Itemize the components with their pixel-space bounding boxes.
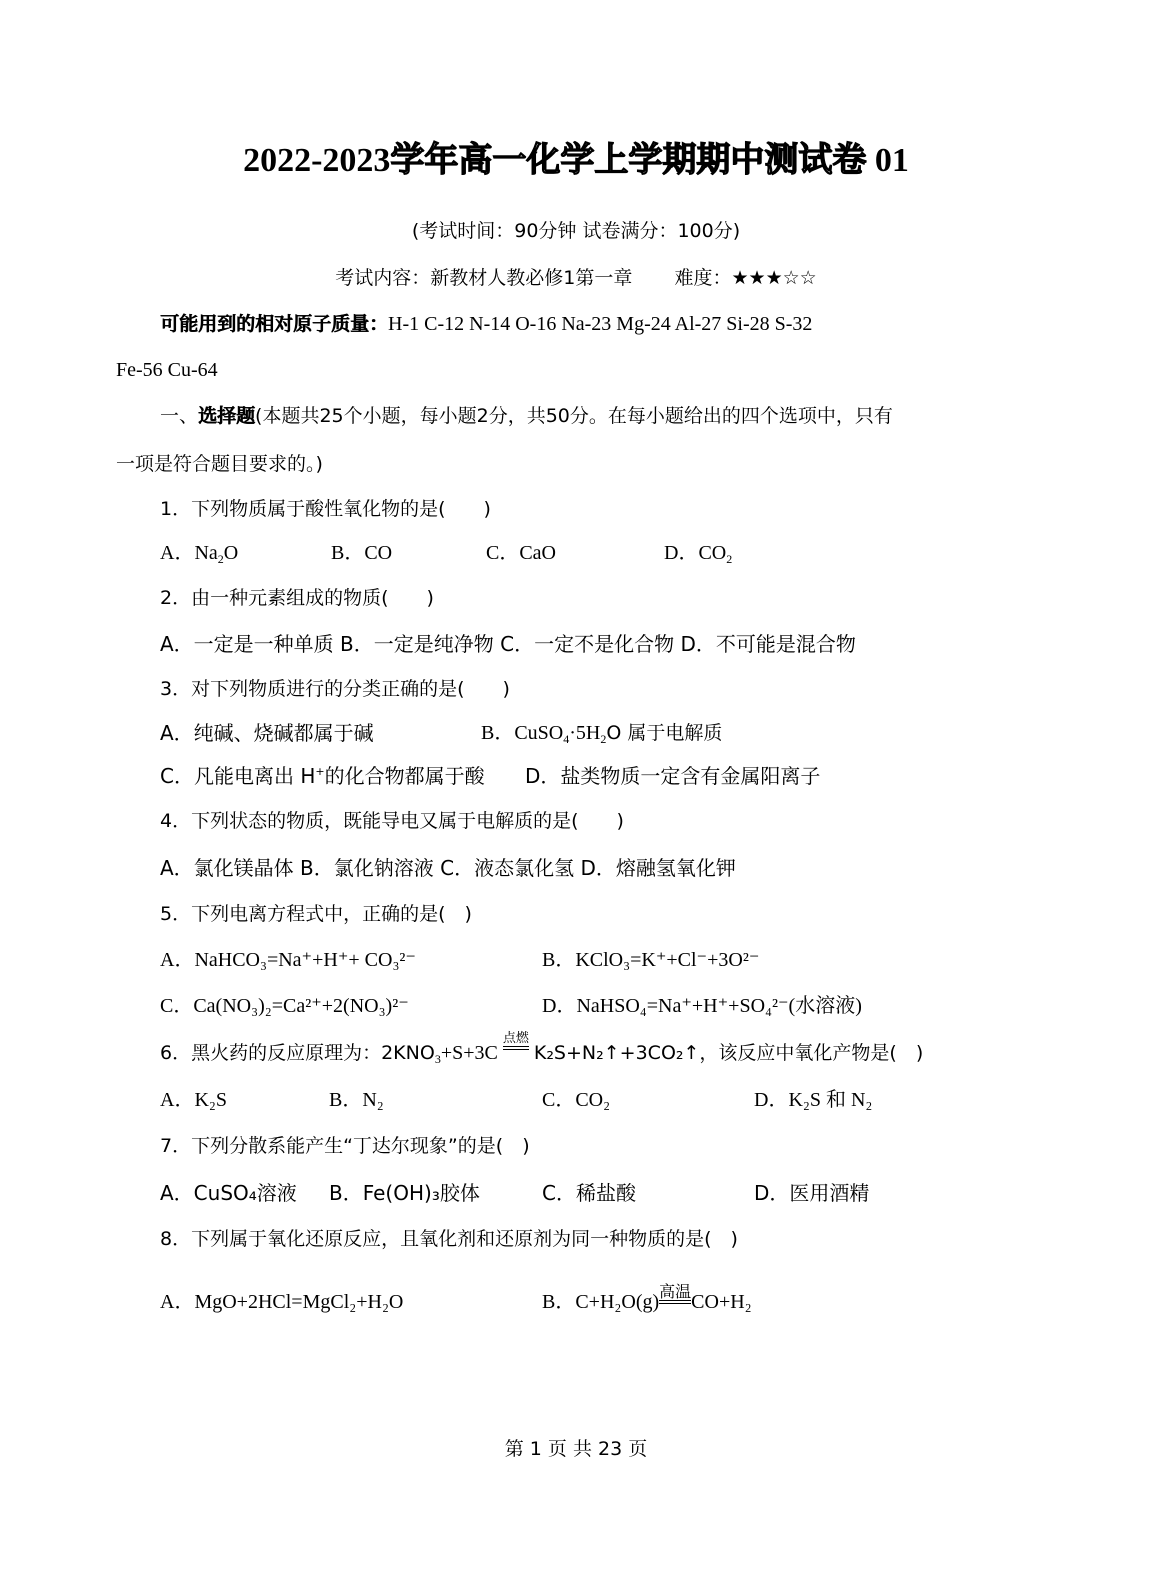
section-number: 一、 bbox=[160, 405, 199, 427]
page-title bbox=[0, 140, 1152, 181]
question-6-option-c[interactable]: C．CO₂ bbox=[542, 1089, 611, 1111]
question-7-option-b[interactable]: B．Fe(OH)₃胶体 bbox=[329, 1181, 480, 1205]
question-2-stem: 2．由一种元素组成的物质( ) bbox=[160, 587, 434, 609]
difficulty-stars-empty-icon: ☆☆ bbox=[782, 267, 817, 289]
option-text: B．C+H₂O(g) bbox=[542, 1291, 660, 1313]
question-3-option-d[interactable]: D．盐类物质一定含有金属阳离子 bbox=[525, 764, 821, 788]
stem-text: K₂S+N₂↑+3CO₂↑，该反应中氧化产物是( ) bbox=[533, 1042, 924, 1064]
question-1-option-d[interactable] bbox=[664, 540, 732, 566]
stem-text: +S+3C bbox=[440, 1042, 498, 1064]
question-5-option-a[interactable]: A．NaHCO₃=Na⁺+H⁺+ CO₃²⁻ bbox=[160, 949, 416, 971]
subscript: 4 bbox=[563, 732, 570, 746]
option-text: B．CuSO bbox=[481, 722, 564, 744]
subscript: 2 bbox=[217, 552, 224, 566]
title-year: 2022-2023 bbox=[243, 142, 391, 179]
exam-content-label: 考试内容：新教材人教必修1第一章 bbox=[335, 267, 633, 289]
atomic-mass-line-2: Fe-56 Cu-64 bbox=[116, 359, 218, 381]
question-7-option-d[interactable]: D．医用酒精 bbox=[754, 1181, 870, 1205]
title-number: 01 bbox=[874, 142, 909, 179]
option-text: CO+H₂ bbox=[691, 1291, 752, 1313]
question-1-option-b[interactable]: B．CO bbox=[331, 542, 393, 564]
option-text: A．Na bbox=[160, 542, 218, 564]
question-1-option-c[interactable]: C．CaO bbox=[486, 542, 556, 564]
question-6-option-d[interactable]: D．K₂S 和 N₂ bbox=[754, 1089, 873, 1111]
question-8-option-a[interactable]: A．MgO+2HCl=MgCl₂+H₂O bbox=[160, 1291, 404, 1313]
question-6-option-a[interactable]: A．K₂S bbox=[160, 1089, 227, 1111]
title-text: 学年高一化学上学期期中测试卷 bbox=[390, 140, 867, 180]
atomic-mass-label: 可能用到的相对原子质量： bbox=[160, 313, 389, 335]
question-7-option-a[interactable]: A．CuSO₄溶液 bbox=[160, 1181, 297, 1205]
exam-time-info: (考试时间：90分钟 试卷满分：100分) bbox=[411, 220, 741, 242]
question-6-stem bbox=[160, 1031, 924, 1066]
reaction-condition-high-temp bbox=[659, 1283, 691, 1304]
question-4-stem: 4．下列状态的物质，既能导电又属于电解质的是( ) bbox=[160, 810, 624, 832]
question-7-stem: 7．下列分散系能产生“丁达尔现象”的是( ) bbox=[160, 1135, 530, 1157]
reaction-condition-ignite bbox=[503, 1032, 529, 1050]
question-6-option-b[interactable]: B．N₂ bbox=[329, 1089, 384, 1111]
section-desc-2: 一项是符合题目要求的。) bbox=[116, 453, 323, 475]
question-3-option-b[interactable] bbox=[481, 720, 722, 746]
question-5-option-c[interactable]: C．Ca(NO₃)₂=Ca²⁺+2(NO₃)²⁻ bbox=[160, 995, 409, 1017]
section-name: 选择题 bbox=[198, 405, 256, 427]
question-1-option-a[interactable] bbox=[160, 540, 238, 566]
section-desc-1: (本题共25个小题，每小题2分，共50分。在每小题给出的四个选项中，只有 bbox=[255, 405, 893, 427]
subscript: 2 bbox=[600, 732, 607, 746]
section-header bbox=[160, 403, 893, 429]
atomic-mass-values: H-1 C-12 N-14 O-16 Na-23 Mg-24 Al-27 Si-28 S-32 bbox=[388, 313, 813, 335]
option-text: C．凡能电离出 H bbox=[160, 764, 316, 788]
question-2-options[interactable]: A．一定是一种单质 B．一定是纯净物 C．一定不是化合物 D．不可能是混合物 bbox=[160, 632, 856, 656]
condition-label: 点燃 bbox=[502, 1031, 529, 1046]
difficulty-label: 难度： bbox=[674, 267, 732, 289]
atomic-mass-line-1 bbox=[160, 311, 812, 337]
option-text: ·5H bbox=[569, 722, 601, 744]
option-text: O 属于电解质 bbox=[606, 722, 723, 744]
question-5-stem: 5．下列电离方程式中，正确的是( ) bbox=[160, 903, 472, 925]
question-3-option-c[interactable] bbox=[160, 763, 485, 789]
question-3-stem: 3．对下列物质进行的分类正确的是( ) bbox=[160, 678, 510, 700]
page-footer: 第 1 页 共 23 页 bbox=[504, 1438, 648, 1460]
subscript: 3 bbox=[434, 1052, 441, 1066]
superscript: + bbox=[315, 765, 325, 778]
question-8-option-b[interactable] bbox=[542, 1282, 752, 1315]
equals-sign-icon bbox=[503, 1046, 529, 1050]
question-5-option-d[interactable]: D．NaHSO₄=Na⁺+H⁺+SO₄²⁻(水溶液) bbox=[542, 995, 862, 1017]
exam-content-line bbox=[0, 265, 1152, 291]
difficulty-stars-filled-icon: ★★★ bbox=[731, 267, 783, 289]
condition-label: 高温 bbox=[659, 1282, 692, 1301]
subscript: 2 bbox=[726, 552, 733, 566]
question-5-option-b[interactable]: B．KClO₃=K⁺+Cl⁻+3O²⁻ bbox=[542, 949, 760, 971]
stem-text: 6．黑火药的反应原理为：2KNO bbox=[160, 1042, 435, 1064]
option-text: D．CO bbox=[664, 542, 727, 564]
question-4-options[interactable]: A．氯化镁晶体 B．氯化钠溶液 C．液态氯化氢 D．熔融氢氧化钾 bbox=[160, 856, 736, 880]
question-3-option-a[interactable]: A．纯碱、烧碱都属于碱 bbox=[160, 721, 374, 745]
option-text: 的化合物都属于酸 bbox=[324, 764, 485, 788]
question-8-stem: 8．下列属于氧化还原反应，且氧化剂和还原剂为同一种物质的是( ) bbox=[160, 1228, 738, 1250]
question-1-stem: 1．下列物质属于酸性氧化物的是( ) bbox=[160, 498, 491, 520]
question-7-option-c[interactable]: C．稀盐酸 bbox=[542, 1181, 636, 1205]
option-text: O bbox=[223, 542, 239, 564]
